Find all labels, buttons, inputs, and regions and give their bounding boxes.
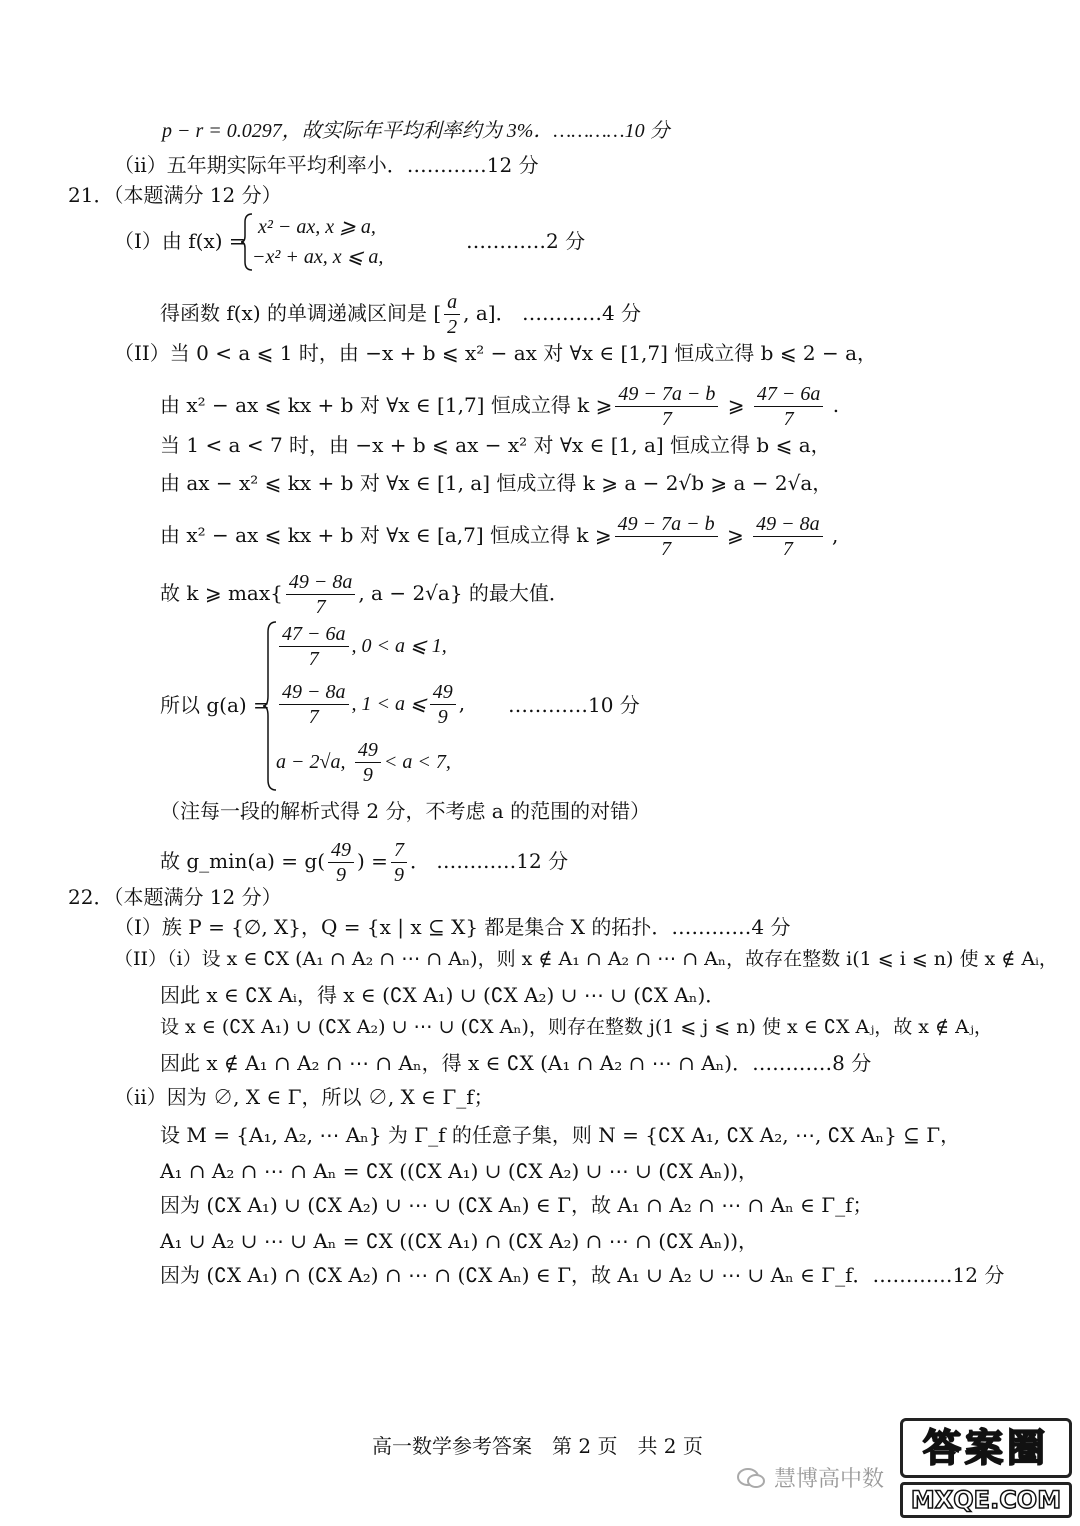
comma: , xyxy=(458,691,466,715)
numerator: 49 xyxy=(328,838,354,863)
text: 由 x² − ax ⩽ kx + b 对 ∀x ∈ [1,7] 恒成立得 k ⩾ xyxy=(160,393,613,417)
text: , a − 2√a} 的最大值． xyxy=(358,581,569,605)
fraction xyxy=(391,838,407,887)
q22-line-9: 因为 (∁X A₁) ∪ (∁X A₂) ∪ ⋯ ∪ (∁X Aₙ) ∈ Γ，故 A₁ ∩ A₂ ∩ ⋯ ∩ Aₙ ∈ Γ_f； xyxy=(160,1193,873,1217)
p20-line-2: （ii）五年期实际年平均利率小．…………12 分 xyxy=(114,153,539,177)
text: ． …………12 分 xyxy=(409,849,569,873)
fraction xyxy=(328,838,354,887)
fraction xyxy=(615,512,718,561)
logo-url: MXQE.COM xyxy=(900,1482,1072,1518)
q21-part1-prefix: （I）由 f(x) = xyxy=(114,229,246,253)
q22-line-8: A₁ ∩ A₂ ∩ ⋯ ∩ Aₙ = ∁X ((∁X A₁) ∪ (∁X A₂) ∪ ⋯ ∪ (∁X Aₙ))， xyxy=(160,1159,759,1183)
q21-part2-line-6 xyxy=(160,570,569,619)
denominator: 7 xyxy=(308,706,319,728)
q22-line-7: 设 M = {A₁, A₂, ⋯ Aₙ} 为 Γ_f 的任意子集，则 N = {∁X A₁, ∁X A₂, ⋯, ∁X Aₙ} ⊆ Γ， xyxy=(160,1123,961,1147)
fraction xyxy=(753,512,823,561)
wechat-icon xyxy=(736,1466,766,1490)
q21-part2-line-1: （II）当 0 < a ⩽ 1 时，由 −x + b ⩽ x² − ax 对 ∀x ∈ [1,7] 恒成立得 b ⩽ 2 − a， xyxy=(114,341,878,365)
q22-heading: 22．（本题满分 12 分） xyxy=(68,885,282,909)
q21-min-line xyxy=(160,838,568,887)
q21-part2-line-5: 由 x² − ax ⩽ kx + b 对 ∀x ∈ [a,7] 恒成立得 k ⩾ $\frac{49 - 7a - b}{7}$ ⩾ $\frac{49 - 8a}{7}$ , xyxy=(160,513,839,560)
q22-line-11: 因为 (∁X A₁) ∩ (∁X A₂) ∩ ⋯ ∩ (∁X Aₙ) ∈ Γ，故 A₁ ∪ A₂ ∪ ⋯ ∪ Aₙ ∈ Γ_f．…………12 分 xyxy=(160,1263,1005,1287)
numerator: 49 xyxy=(355,738,381,763)
fraction xyxy=(444,290,460,339)
q22-line-4: 设 x ∈ (∁X A₁) ∪ (∁X A₂) ∪ ⋯ ∪ (∁X Aₙ)，则存在整数 j(1 ⩽ j ⩽ n) 使 x ∈ ∁X Aⱼ，故 x ∉ Aⱼ， xyxy=(160,1016,993,1038)
numerator: 7 xyxy=(391,838,407,863)
q22-line-5: 因此 x ∉ A₁ ∩ A₂ ∩ ⋯ ∩ Aₙ，得 x ∈ ∁X (A₁ ∩ A₂ ∩ ⋯ ∩ Aₙ)．…………8 分 xyxy=(160,1051,872,1075)
q21-part2-line-3: 当 1 < a < 7 时，由 −x + b ⩽ ax − x² 对 ∀x ∈ [1, a] 恒成立得 b ⩽ a， xyxy=(160,433,831,457)
numerator: 49 − 7a − b xyxy=(615,512,718,537)
wechat-watermark xyxy=(736,1462,884,1493)
fraction xyxy=(355,738,381,787)
q21-case-2: −x² + ax, x ⩽ a, xyxy=(252,246,384,268)
g-case-1 xyxy=(276,622,447,671)
mxqe-logo xyxy=(900,1418,1072,1522)
wechat-account-name: 慧博高中数 xyxy=(774,1467,885,1492)
denominator: 9 xyxy=(362,764,373,786)
q22-line-3: 因此 x ∈ ∁X Aᵢ，得 x ∈ (∁X A₁) ∪ (∁X A₂) ∪ ⋯ ∪ (∁X Aₙ)． xyxy=(160,983,726,1007)
denominator: 7 xyxy=(782,538,793,560)
g-case-3 xyxy=(276,738,451,787)
numerator: 49 − 8a xyxy=(753,512,823,537)
text: 得函数 f(x) 的单调递减区间是 [ xyxy=(160,301,442,325)
numerator: 47 − 6a xyxy=(754,382,824,407)
fraction xyxy=(279,680,349,729)
expression: a − 2√a, xyxy=(276,751,346,773)
q21-heading: 21．（本题满分 12 分） xyxy=(68,183,282,207)
text: , a]． …………4 分 xyxy=(463,301,642,325)
condition: , 1 < a ⩽ xyxy=(351,693,427,715)
q21-part2-line-2: 由 x² − ax ⩽ kx + b 对 ∀x ∈ [1,7] 恒成立得 k ⩾ $\frac{49 - 7a - b}{7}$ ⩾ $\frac{47 - 6a}{7}$ . xyxy=(160,383,840,430)
denominator: 2 xyxy=(447,316,458,338)
denominator: 7 xyxy=(315,596,326,618)
q22-line-1: （I）族 P = {∅, X}，Q = {x | x ⊆ X} 都是集合 X 的拓扑．…………4 分 xyxy=(114,915,791,939)
denominator: 9 xyxy=(336,864,347,886)
logo-text: 答案圈 xyxy=(900,1418,1072,1478)
numerator: 49 − 7a − b xyxy=(615,382,718,407)
fraction xyxy=(615,382,718,431)
numerator: 49 xyxy=(430,680,456,705)
fraction xyxy=(279,622,349,671)
q21-note: （注每一段的解析式得 2 分，不考虑 a 的范围的对错） xyxy=(160,799,651,823)
fraction xyxy=(286,570,356,619)
condition: < a < 7, xyxy=(383,751,451,773)
fraction xyxy=(754,382,824,431)
numerator: 49 − 8a xyxy=(286,570,356,595)
text: ) = xyxy=(357,849,388,873)
denominator: 7 xyxy=(783,408,794,430)
q22-line-6: （ii）因为 ∅, X ∈ Γ，所以 ∅, X ∈ Γ_f； xyxy=(114,1085,494,1109)
page-footer: 高一数学参考答案 第 2 页 共 2 页 xyxy=(372,1434,703,1458)
q21-part2-line-4: 由 ax − x² ⩽ kx + b 对 ∀x ∈ [1, a] 恒成立得 k ⩾ a − 2√b ⩾ a − 2√a， xyxy=(160,471,833,495)
numerator: 47 − 6a xyxy=(279,622,349,647)
condition: , 0 < a ⩽ 1, xyxy=(351,635,447,657)
q22-line-10: A₁ ∪ A₂ ∪ ⋯ ∪ Aₙ = ∁X ((∁X A₁) ∩ (∁X A₂) ∩ ⋯ ∩ (∁X Aₙ))， xyxy=(160,1229,759,1253)
denominator: 9 xyxy=(437,706,448,728)
denominator: 7 xyxy=(308,648,319,670)
q21-decreasing-interval xyxy=(160,290,641,339)
p20-line-1: p − r = 0.0297，故实际年平均利率约为 3%．…………10 分 xyxy=(162,120,670,142)
denominator: 7 xyxy=(661,538,672,560)
numerator: a xyxy=(444,290,460,315)
g-score-10: …………10 分 xyxy=(508,693,640,717)
denominator: 9 xyxy=(393,864,404,886)
g-case-2 xyxy=(276,680,465,729)
q21-score-2: …………2 分 xyxy=(466,229,586,253)
numerator: 49 − 8a xyxy=(279,680,349,705)
text: 故 g_min(a) = g( xyxy=(160,849,326,873)
g-prefix: 所以 g(a) = xyxy=(160,693,270,717)
denominator: 7 xyxy=(661,408,672,430)
q21-case-1: x² − ax, x ⩾ a, xyxy=(258,216,376,238)
q22-line-2: （II）（i）设 x ∈ ∁X (A₁ ∩ A₂ ∩ ⋯ ∩ Aₙ)，则 x ∉ A₁ ∩ A₂ ∩ ⋯ ∩ Aₙ，故存在整数 i(1 ⩽ i ⩽ n) 使 x ∉ Aᵢ， xyxy=(114,948,1058,970)
fraction xyxy=(430,680,456,729)
text: 由 x² − ax ⩽ kx + b 对 ∀x ∈ [a,7] 恒成立得 k ⩾ xyxy=(160,523,612,547)
text: 故 k ⩾ max{ xyxy=(160,581,283,605)
